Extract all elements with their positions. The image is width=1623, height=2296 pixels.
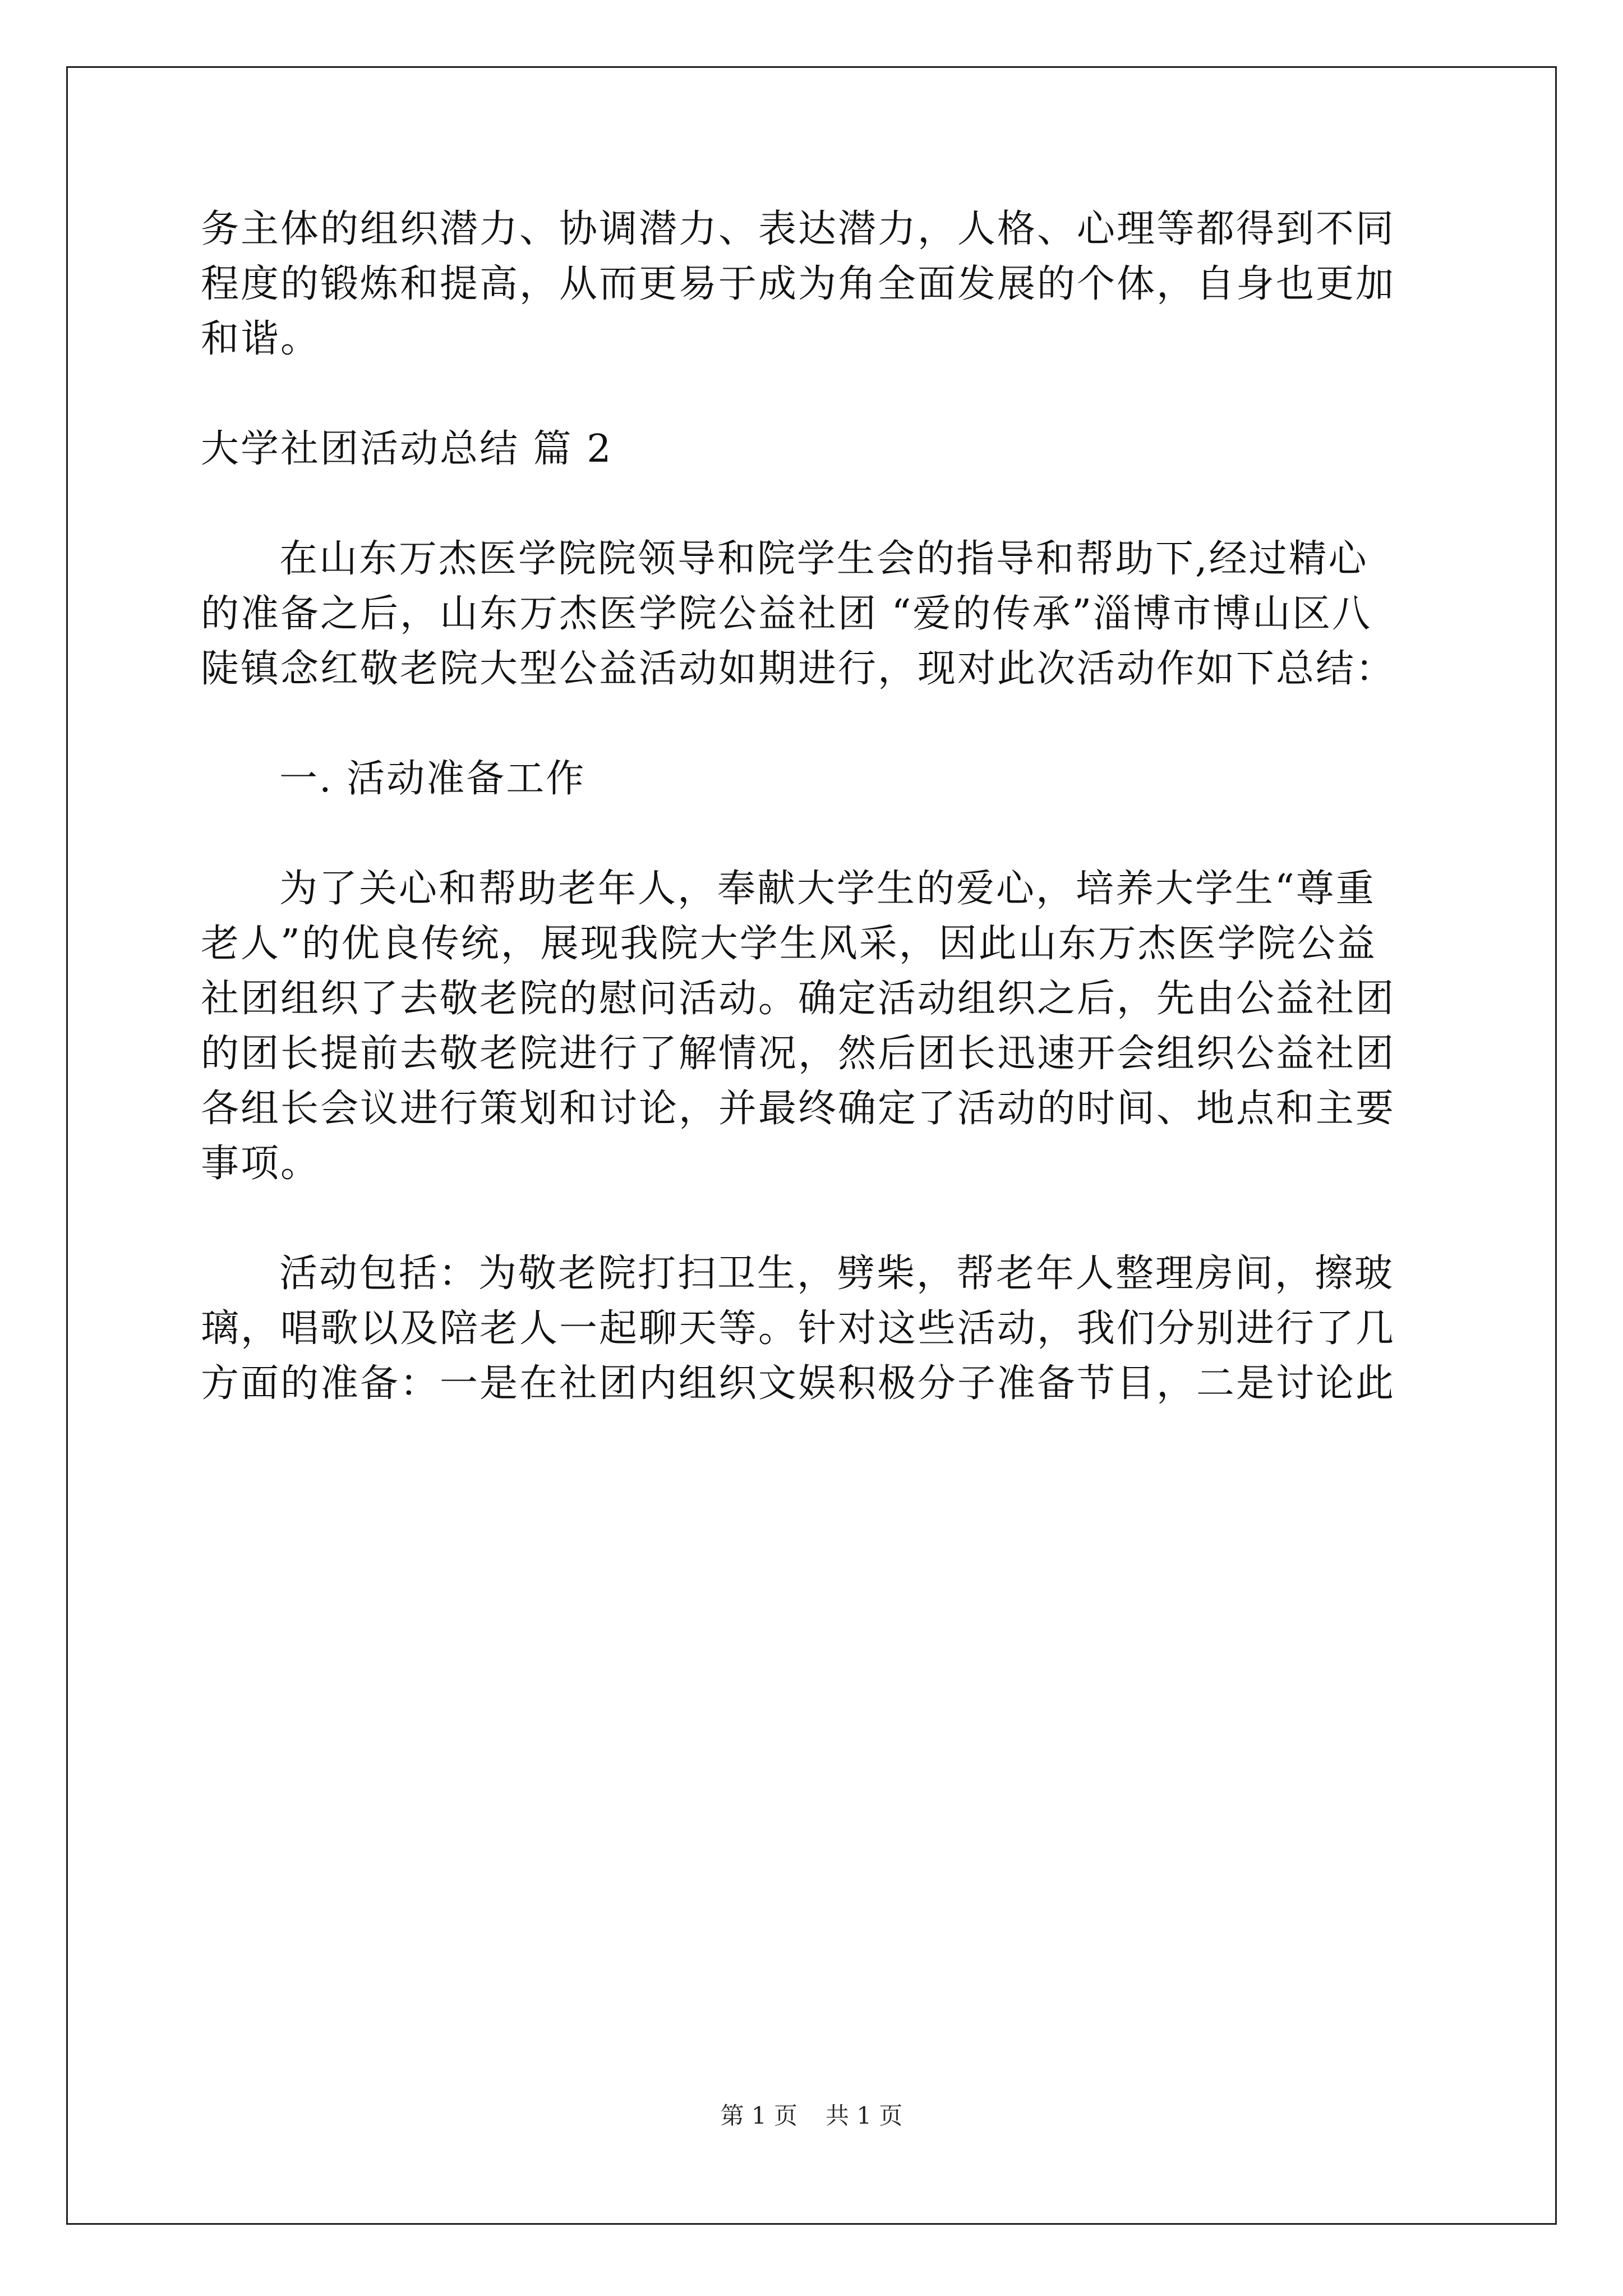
page-number: 第 1 页 <box>720 2102 797 2129</box>
text-line: 的团长提前去敬老院进行了解情况，然后团长迅速开会组织公益社团 <box>201 1032 1396 1076</box>
text-line: 活动包括：为敬老院打扫卫生，劈柴，帮老年人整理房间，擦玻 <box>279 1251 1395 1296</box>
text-line: 各组长会议进行策划和讨论，并最终确定了活动的时间、地点和主要 <box>201 1087 1396 1131</box>
document-body <box>201 202 1435 1411</box>
text-line: 陡镇念红敬老院大型公益活动如期进行，现对此次活动作如下总结： <box>201 647 1396 691</box>
text-line: 社团组织了去敬老院的慰问活动。确定活动组织之后，先由公益社团 <box>201 977 1396 1021</box>
section-title: 大学社团活动总结 篇 2 <box>201 427 613 471</box>
text-line: 务主体的组织潜力、协调潜力、表达潜力，人格、心理等都得到不同 <box>201 207 1396 251</box>
text-line: 的准备之后，山东万杰医学院公益社团 “爱的传承”淄博市博山区八 <box>201 592 1372 636</box>
text-line: 老人”的优良传统，展现我院大学生风采，因此山东万杰医学院公益 <box>201 922 1377 966</box>
text-line: 程度的锻炼和提高，从而更易于成为角全面发展的个体，自身也更加 <box>201 262 1396 306</box>
text-line: 方面的准备：一是在社团内组织文娱积极分子准备节目，二是讨论此 <box>201 1361 1396 1406</box>
text-line: 在山东万杰医学院院领导和院学生会的指导和帮助下,经过精心 <box>279 537 1368 581</box>
page-footer <box>0 2099 1623 2133</box>
text-line: 事项。 <box>201 1142 321 1186</box>
text-line: 璃，唱歌以及陪老人一起聊天等。针对这些活动，我们分别进行了几 <box>201 1306 1396 1351</box>
page-total: 共 1 页 <box>826 2102 903 2129</box>
text-line: 为了关心和帮助老年人，奉献大学生的爱心，培养大学生“尊重 <box>279 867 1376 911</box>
subheading: 一. 活动准备工作 <box>279 757 586 801</box>
text-line: 和谐。 <box>201 317 321 361</box>
